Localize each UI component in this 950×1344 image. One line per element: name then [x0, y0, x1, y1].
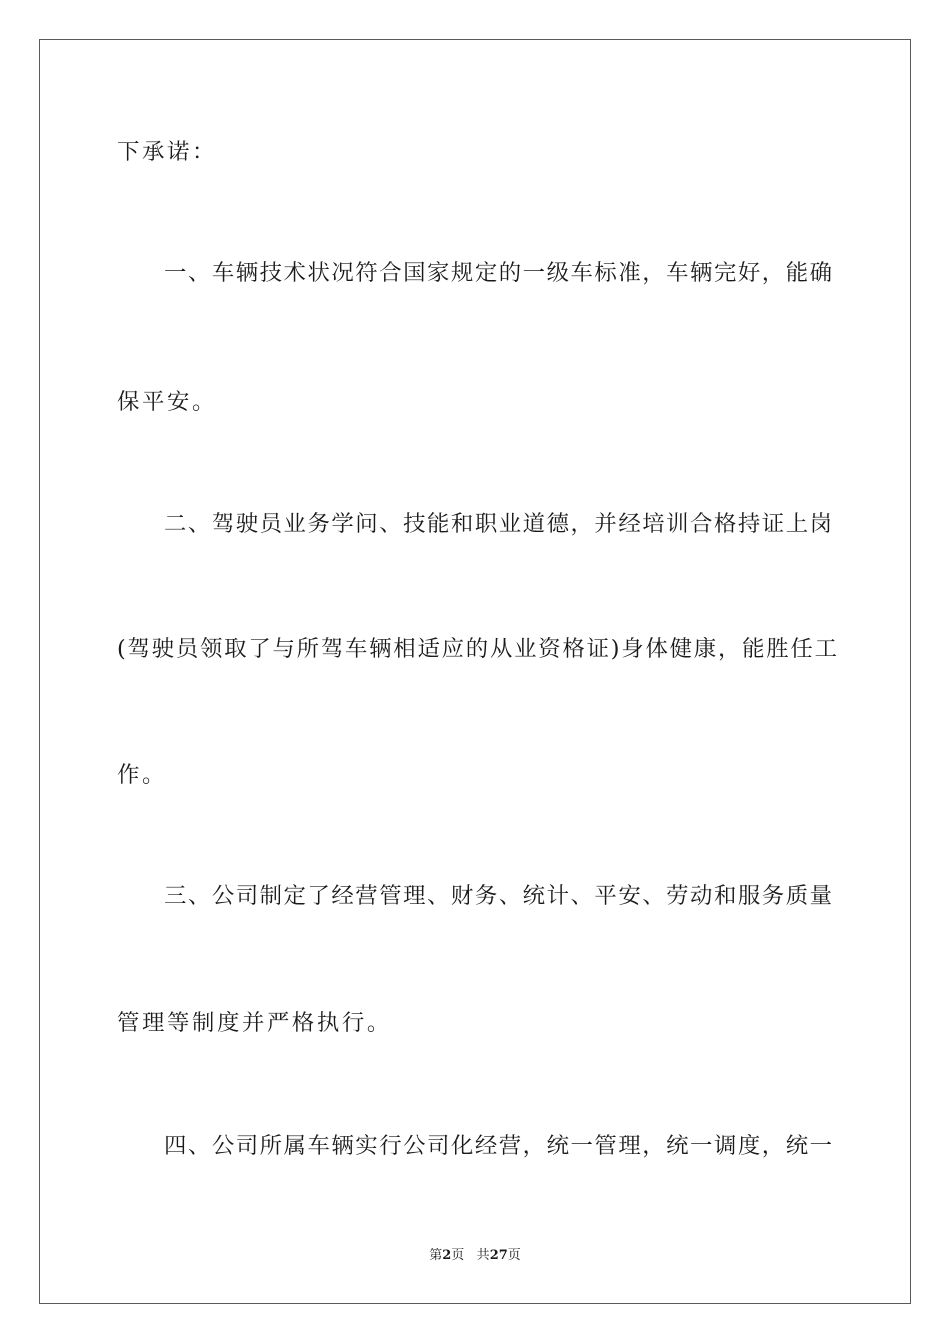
text-line: (驾驶员领取了与所驾车辆相适应的从业资格证)身体健康，能胜任工: [117, 636, 837, 662]
footer-total-suffix: 页: [507, 1248, 521, 1263]
text-line: 一、车辆技术状况符合国家规定的一级车标准，车辆完好，能确: [164, 260, 832, 286]
footer-total-pages: 27: [489, 1248, 508, 1263]
text-line: 保平安。: [117, 389, 217, 415]
footer-total-prefix: 共: [476, 1248, 490, 1263]
text-line: 作。: [117, 762, 167, 788]
text-line: 下承诺：: [117, 139, 217, 165]
text-line: 四、公司所属车辆实行公司化经营，统一管理，统一调度，统一: [164, 1133, 832, 1159]
text-line: 管理等制度并严格执行。: [117, 1010, 392, 1036]
footer-page-number: 2: [442, 1248, 452, 1263]
page-footer: [0, 1247, 950, 1265]
text-line: 二、驾驶员业务学问、技能和职业道德，并经培训合格持证上岗: [164, 511, 832, 537]
page-frame: [39, 39, 911, 1304]
text-line: 三、公司制定了经营管理、财务、统计、平安、劳动和服务质量: [164, 883, 832, 909]
footer-page-prefix: 第: [429, 1248, 443, 1263]
footer-page-suffix: 页: [451, 1248, 465, 1263]
